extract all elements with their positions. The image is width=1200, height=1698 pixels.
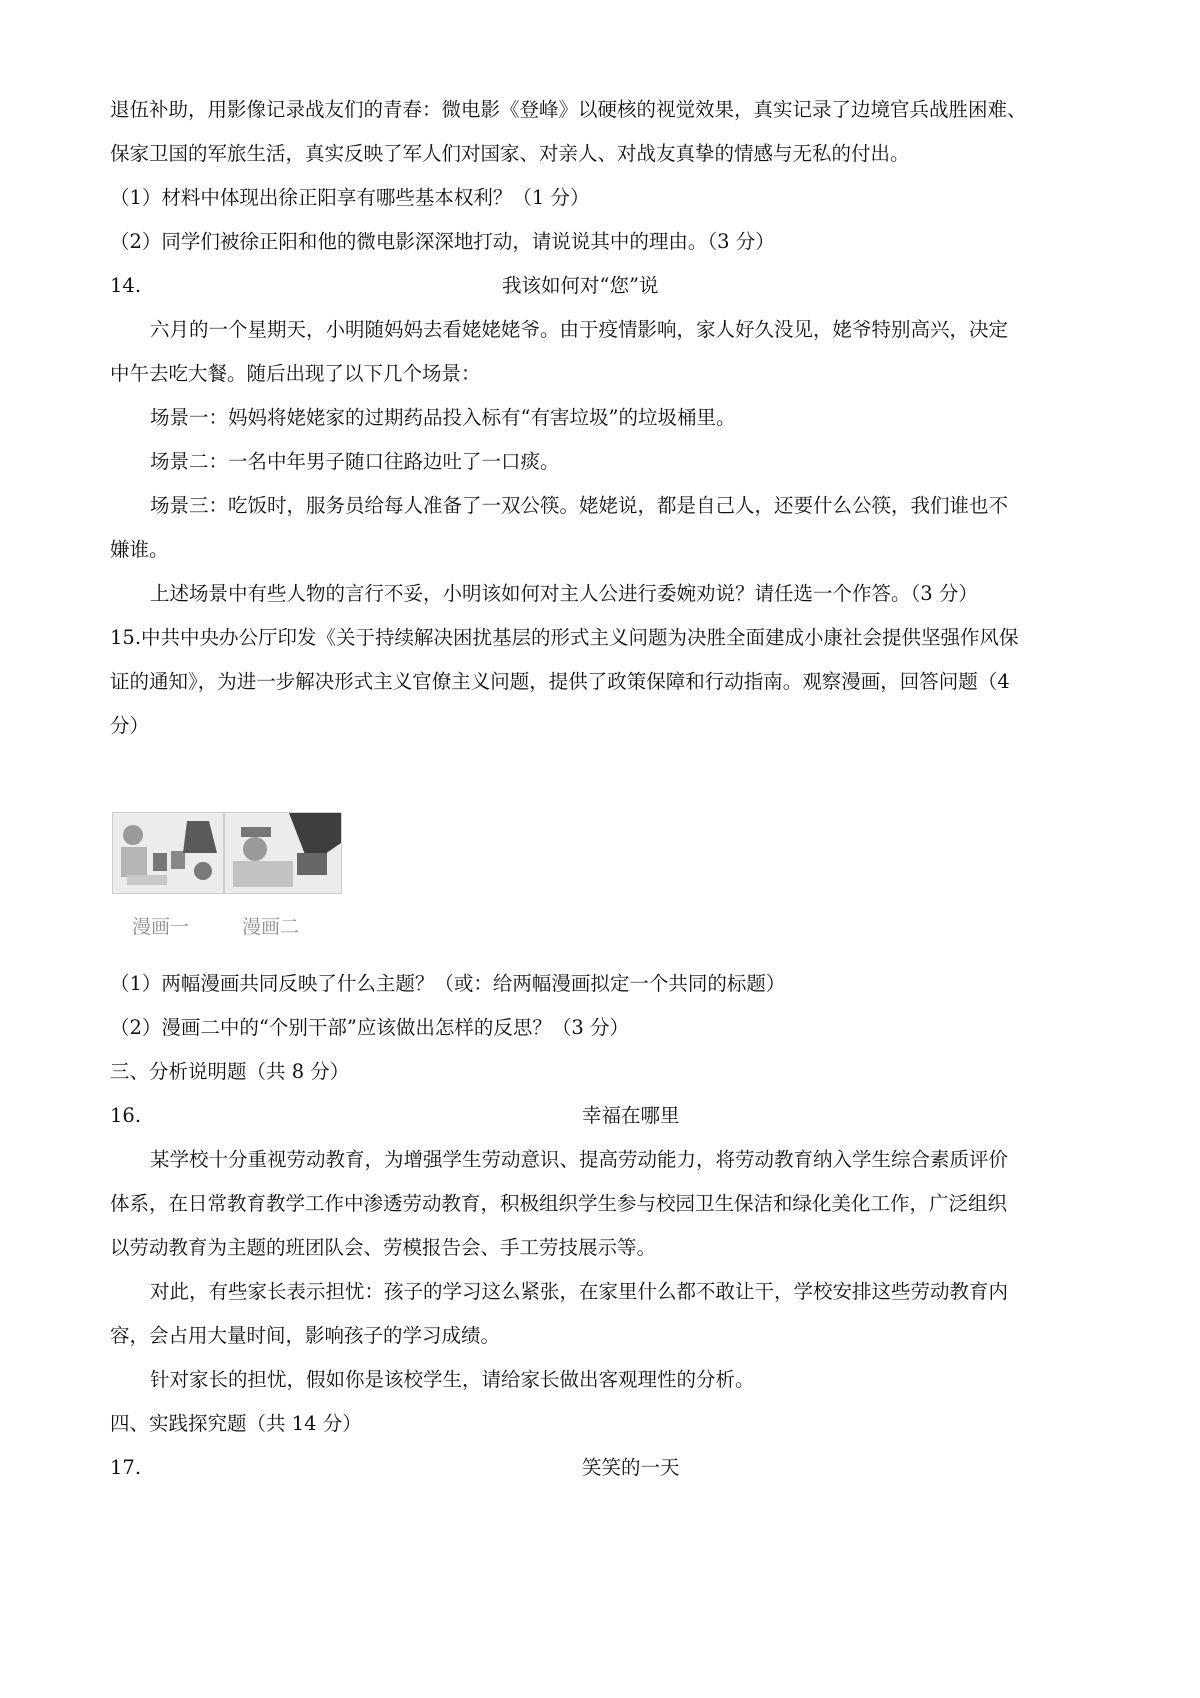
question-13-1: （1）材料中体现出徐正阳享有哪些基本权利？（1 分） [110, 186, 590, 209]
text-line: 六月的一个星期天，小明随妈妈去看姥姥姥爷。由于疫情影响，家人好久没见，姥爷特别高兴，决定 [150, 318, 1009, 341]
text-line: 容，会占用大量时间，影响孩子的学习成绩。 [110, 1324, 501, 1347]
question-15-2: （2）漫画二中的“个别干部”应该做出怎样的反思？（3 分） [110, 1016, 629, 1039]
text-line: 以劳动教育为主题的班团队会、劳模报告会、手工劳技展示等。 [110, 1236, 657, 1259]
scene-3: 场景三：吃饭时，服务员给每人准备了一双公筷。姥姥说，都是自己人，还要什么公筷，我们谁也不 [150, 494, 1009, 517]
question-15: 15.中共中央办公厅印发《关于持续解决困扰基层的形式主义问题为决胜全面建成小康社会提供坚强作风保 [110, 626, 1019, 649]
text-line: 分） [110, 714, 150, 737]
question-14-number: 14. [110, 274, 142, 297]
question-16-number: 16. [110, 1104, 142, 1127]
text-line: 中午去吃大餐。随后出现了以下几个场景： [110, 362, 481, 385]
question-14-ask: 上述场景中有些人物的言行不妥，小明该如何对主人公进行委婉劝说？请任选一个作答。（3 分） [150, 582, 978, 605]
question-16-ask: 针对家长的担忧，假如你是该校学生，请给家长做出客观理性的分析。 [150, 1368, 755, 1391]
cartoon-figure [112, 812, 362, 952]
question-14-title: 我该如何对“您”说 [502, 274, 659, 297]
text-line: 对此，有些家长表示担忧：孩子的学习这么紧张，在家里什么都不敢让干，学校安排这些劳动教育内 [150, 1280, 1009, 1303]
cartoon-one-image [112, 812, 224, 894]
cartoon-two-image [224, 812, 342, 894]
cartoon-one-caption: 漫画一 [132, 916, 190, 938]
question-15-1: （1）两幅漫画共同反映了什么主题？（或：给两幅漫画拟定一个共同的标题） [110, 972, 786, 995]
question-13-2: （2）同学们被徐正阳和他的微电影深深地打动，请说说其中的理由。（3 分） [110, 230, 775, 253]
scene-1: 场景一：妈妈将姥姥家的过期药品投入标有“有害垃圾”的垃圾桶里。 [150, 406, 736, 429]
text-line: 保家卫国的军旅生活，真实反映了军人们对国家、对亲人、对战友真挚的情感与无私的付出。 [110, 142, 910, 165]
question-16-title: 幸福在哪里 [582, 1104, 680, 1127]
text-line: 嫌谁。 [110, 538, 169, 561]
question-17-title: 笑笑的一天 [582, 1456, 680, 1479]
question-17-number: 17. [110, 1456, 142, 1479]
section-4-heading: 四、实践探究题（共 14 分） [110, 1412, 362, 1435]
text-line: 体系，在日常教育教学工作中渗透劳动教育，积极组织学生参与校园卫生保洁和绿化美化工作，广泛组织 [110, 1192, 1008, 1215]
text-line: 证的通知》，为进一步解决形式主义官僚主义问题，提供了政策保障和行动指南。观察漫画，回答问题（4 [110, 670, 1010, 693]
scene-2: 场景二：一名中年男子随口往路边吐了一口痰。 [150, 450, 560, 473]
text-line: 某学校十分重视劳动教育，为增强学生劳动意识、提高劳动能力，将劳动教育纳入学生综合素质评价 [150, 1148, 1009, 1171]
text-line: 退伍补助，用影像记录战友们的青春：微电影《登峰》以硬核的视觉效果，真实记录了边境官兵战胜困难、 [110, 98, 1027, 121]
cartoon-two-caption: 漫画二 [242, 916, 300, 938]
section-3-heading: 三、分析说明题（共 8 分） [110, 1060, 350, 1083]
